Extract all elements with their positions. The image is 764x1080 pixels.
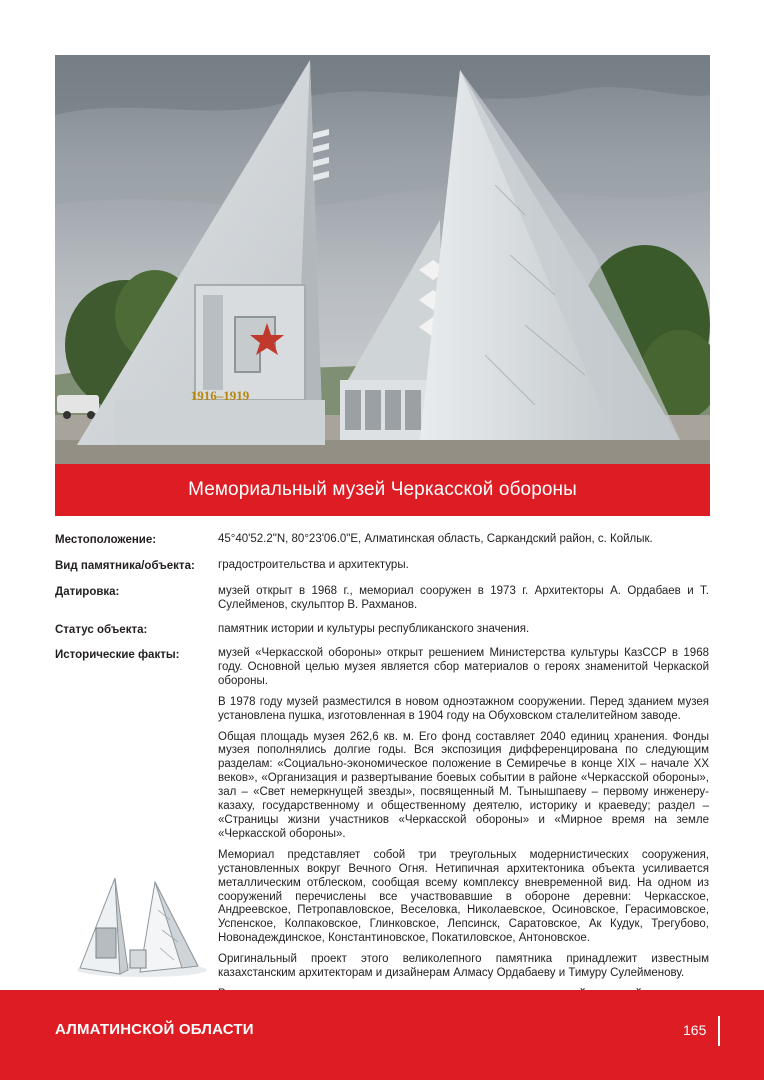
dating-value: музей открыт в 1968 г., мемориал сооружен в 1973 г. Архитекторы А. Ордабаев и Т. Сулейменов, скульптор В. Рахманов. xyxy=(218,585,709,611)
fact-paragraph: Общая площадь музея 262,6 кв. м. Его фонд составляет 2040 единиц хранения. Фонды музея пополнялись долгие годы. Вся экспозиция дифференцирована по следующим разделам: «Социально-экономическое положение в Семиречье в конце XIX – начале XX веков», «Организация и развертывание боевых событии в районе «Черкасской обороны», зал – «Свет немеркнущей звезды», посвященный М. Тынышпаеву – первому инженеру-казаху, государственному и общественному деятелю, историку и краеведу; раздел – «Страницы жизни участников «Черкасской обороны» и «Мирное время на земле «Черкасской обороны». xyxy=(218,730,709,840)
fact-paragraph: музей «Черкасской обороны» открыт решением Министерства культуры КазССР в 1968 году. Основной целью музея является сбор материалов о героях знаменитой Черкаской обороны. xyxy=(218,647,709,687)
page-number: 165 xyxy=(683,1022,707,1038)
fact-paragraph: Оригинальный проект этого великолепного памятника принадлежит известным казахстанским архитекторам и дизайнерам Алмасу Ордабаеву и Тимуру Сулейменову. xyxy=(218,953,709,980)
dating-label: Датировка: xyxy=(55,586,120,598)
fact-paragraph: В 1978 году музей разместился в новом одноэтажном сооружении. Перед зданием музея установлена пушка, изготовленная в 1904 году на Обуховском сталелитейном заводе. xyxy=(218,695,709,722)
fact-paragraph: Мемориал представляет собой три треугольных модернистических сооружения, установленных вокруг Вечного Огня. Нетипичная архитектоника объекта усиливается металлическим отблеском, сообщая всему комплексу вневременной вид. На одном из сооружений перечислены все участвовавшие в обороне деревни: Черкасское, Андреевское, Петропавловское, Веселовка, Николаевское, Осиновское, Герасимовское, Успенское, Колпаковское, Глинковское, Лепсинск, Саратовское, Ак Кудук, Трегубово, Новонадеждинское, Константиновское, Покатиловское, Антоновское. xyxy=(218,848,709,945)
historical-facts xyxy=(218,647,709,1023)
memorial-drawing xyxy=(70,870,210,980)
page-title: Мемориальный музей Черкасской обороны xyxy=(188,479,577,500)
location-value: 45°40'52.2"N, 80°23'06.0"E, Алматинская область, Саркандский район, с. Койлык. xyxy=(218,533,653,545)
status-value: памятник истории и культуры республиканского значения. xyxy=(218,623,530,635)
memorial-photo xyxy=(55,55,710,464)
footer-divider xyxy=(718,1016,720,1046)
type-value: градостроительства и архитектуры. xyxy=(218,559,409,571)
footer-band xyxy=(0,990,764,1080)
facts-label: Исторические факты: xyxy=(55,649,180,661)
footer-region: АЛМАТИНСКОЙ ОБЛАСТИ xyxy=(55,1021,254,1038)
title-band xyxy=(55,464,710,516)
photo-year-sign: 1916–1919 xyxy=(190,388,250,403)
status-label: Статус объекта: xyxy=(55,624,148,636)
type-label: Вид памятника/объекта: xyxy=(55,560,195,572)
location-label: Местоположение: xyxy=(55,534,157,546)
